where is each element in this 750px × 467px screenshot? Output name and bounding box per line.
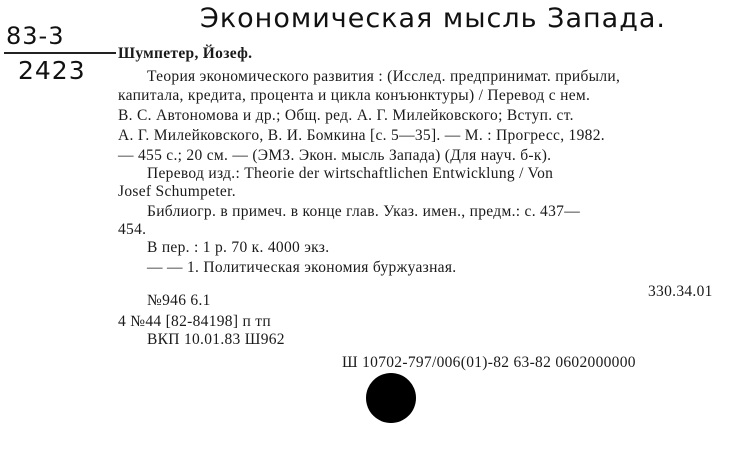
classification-code: 330.34.01 <box>648 283 713 300</box>
body-line: В пер. : 1 р. 70 к. 4000 экз. <box>147 239 330 256</box>
card-punch-hole <box>366 373 416 423</box>
handwritten-shelf-top: 83-3 <box>6 22 65 50</box>
body-line: Перевод изд.: Theorie der wirtschaftlichen Entwicklung / Von <box>147 165 554 182</box>
handwritten-shelf-bottom: 2423 <box>18 56 86 85</box>
body-line: 454. <box>118 221 147 238</box>
bottom-code: Ш 10702-797/006(01)-82 63-82 0602000000 <box>342 354 636 371</box>
catalog-code-line: 4 №44 [82-84198] п тп <box>118 313 271 330</box>
body-line: А. Г. Милейковского, В. И. Бомкина [с. 5—35]. — М. : Прогресс, 1982. <box>118 127 605 144</box>
body-line: — 455 с.; 20 см. — (ЭМЗ. Экон. мысль Запада) (Для науч. б-к). <box>118 147 552 164</box>
body-line: капитала, кредита, процента и цикла конъюнктуры) / Перевод с нем. <box>118 87 591 104</box>
author-heading: Шумпетер, Йозеф. <box>118 45 253 62</box>
body-line: В. С. Автономова и др.; Общ. ред. А. Г. Милейковского; Вступ. ст. <box>118 107 574 124</box>
body-line: — — 1. Политическая экономия буржуазная. <box>147 259 457 276</box>
handwritten-underline <box>4 52 116 54</box>
body-line: Josef Schumpeter. <box>118 183 236 200</box>
body-line: Библиогр. в примеч. в конце глав. Указ. имен., предм.: с. 437— <box>147 203 581 220</box>
catalog-code-line: ВКП 10.01.83 Ш962 <box>147 331 285 348</box>
catalog-code-line: №946 6.1 <box>147 292 211 309</box>
body-line: Теория экономического развития : (Исслед. предпринимат. прибыли, <box>147 68 621 85</box>
handwritten-title: Экономическая мысль Запада. <box>200 3 666 34</box>
